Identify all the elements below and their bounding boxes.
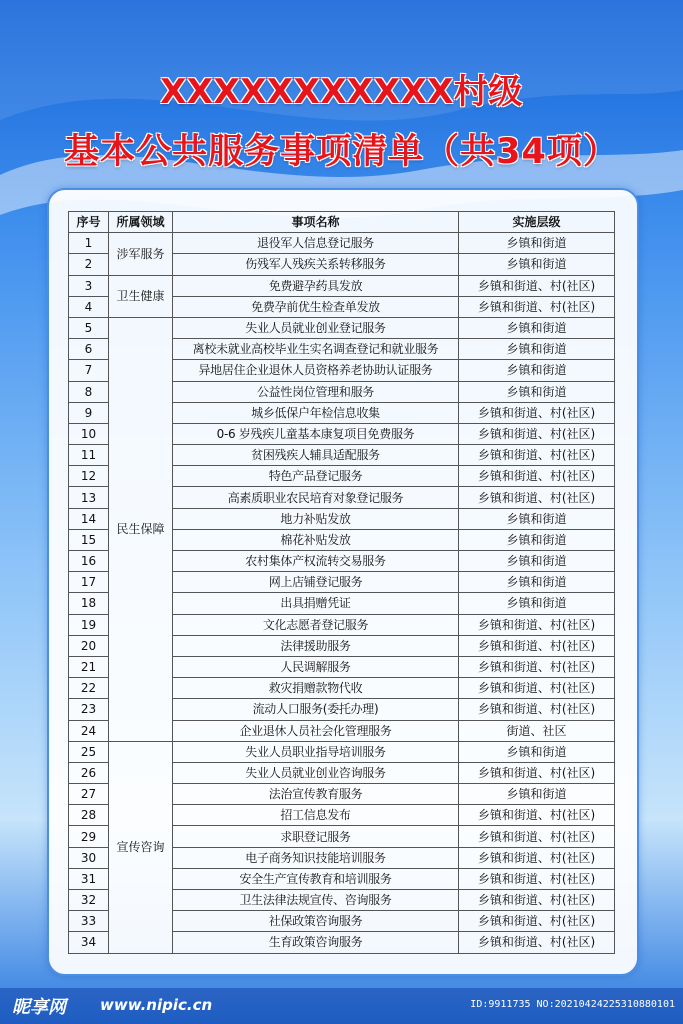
service-name: 卫生法律法规宣传、咨询服务 <box>173 890 459 911</box>
title-line-2: 基本公共服务事项清单（共34项） <box>64 132 619 172</box>
service-name: 离校未就业高校毕业生实名调查登记和就业服务 <box>173 339 459 360</box>
service-name: 特色产品登记服务 <box>173 466 459 487</box>
service-level: 乡镇和街道 <box>459 572 615 593</box>
service-name: 地力补贴发放 <box>173 508 459 529</box>
service-level: 乡镇和街道 <box>459 593 615 614</box>
service-level: 乡镇和街道、村(社区) <box>459 847 615 868</box>
service-name: 失业人员就业创业咨询服务 <box>173 762 459 783</box>
service-level: 乡镇和街道 <box>459 508 615 529</box>
service-name: 安全生产宣传教育和培训服务 <box>173 868 459 889</box>
service-level: 乡镇和街道、村(社区) <box>459 826 615 847</box>
service-name: 公益性岗位管理和服务 <box>173 381 459 402</box>
service-level: 乡镇和街道、村(社区) <box>459 614 615 635</box>
service-name: 生育政策咨询服务 <box>173 932 459 953</box>
service-name: 棉花补贴发放 <box>173 529 459 550</box>
service-name: 异地居住企业退休人员资格养老协助认证服务 <box>173 360 459 381</box>
service-level: 乡镇和街道、村(社区) <box>459 445 615 466</box>
service-name: 法治宣传教育服务 <box>173 784 459 805</box>
service-list-table <box>68 211 615 954</box>
row-number: 11 <box>69 445 109 466</box>
row-number: 10 <box>69 423 109 444</box>
row-number: 31 <box>69 868 109 889</box>
header-name: 事项名称 <box>173 212 459 233</box>
row-number: 20 <box>69 635 109 656</box>
service-level: 乡镇和街道、村(社区) <box>459 805 615 826</box>
row-number: 15 <box>69 529 109 550</box>
row-number: 2 <box>69 254 109 275</box>
service-level: 乡镇和街道 <box>459 529 615 550</box>
service-level: 乡镇和街道 <box>459 551 615 572</box>
service-level: 乡镇和街道、村(社区) <box>459 868 615 889</box>
service-name: 退役军人信息登记服务 <box>173 233 459 254</box>
row-number: 34 <box>69 932 109 953</box>
header-domain: 所属领域 <box>109 212 173 233</box>
service-level: 乡镇和街道、村(社区) <box>459 635 615 656</box>
service-name: 伤残军人残疾关系转移服务 <box>173 254 459 275</box>
service-level: 乡镇和街道 <box>459 317 615 338</box>
service-level: 乡镇和街道、村(社区) <box>459 656 615 677</box>
service-level: 乡镇和街道 <box>459 741 615 762</box>
domain-cell: 涉军服务 <box>109 233 173 275</box>
service-name: 高素质职业农民培育对象登记服务 <box>173 487 459 508</box>
row-number: 18 <box>69 593 109 614</box>
row-number: 1 <box>69 233 109 254</box>
domain-cell: 卫生健康 <box>109 275 173 317</box>
row-number: 32 <box>69 890 109 911</box>
service-name: 出具捐赠凭证 <box>173 593 459 614</box>
row-number: 16 <box>69 551 109 572</box>
service-name: 流动人口服务(委托办理) <box>173 699 459 720</box>
service-level: 乡镇和街道、村(社区) <box>459 911 615 932</box>
row-number: 25 <box>69 741 109 762</box>
row-number: 9 <box>69 402 109 423</box>
service-name: 求职登记服务 <box>173 826 459 847</box>
service-level: 乡镇和街道 <box>459 360 615 381</box>
row-number: 17 <box>69 572 109 593</box>
service-name: 失业人员职业指导培训服务 <box>173 741 459 762</box>
header-no: 序号 <box>69 212 109 233</box>
watermark-logo: 昵享网 <box>12 997 66 1018</box>
row-number: 13 <box>69 487 109 508</box>
row-number: 27 <box>69 784 109 805</box>
table-row <box>69 741 615 762</box>
row-number: 14 <box>69 508 109 529</box>
domain-cell: 宣传咨询 <box>109 741 173 953</box>
row-number: 21 <box>69 656 109 677</box>
row-number: 22 <box>69 678 109 699</box>
service-name: 农村集体产权流转交易服务 <box>173 551 459 572</box>
row-number: 30 <box>69 847 109 868</box>
service-name: 招工信息发布 <box>173 805 459 826</box>
service-name: 企业退休人员社会化管理服务 <box>173 720 459 741</box>
service-level: 乡镇和街道 <box>459 784 615 805</box>
service-level: 乡镇和街道、村(社区) <box>459 466 615 487</box>
row-number: 23 <box>69 699 109 720</box>
row-number: 8 <box>69 381 109 402</box>
table-row <box>69 317 615 338</box>
service-level: 乡镇和街道、村(社区) <box>459 402 615 423</box>
service-level: 乡镇和街道、村(社区) <box>459 932 615 953</box>
service-name: 网上店铺登记服务 <box>173 572 459 593</box>
service-name: 社保政策咨询服务 <box>173 911 459 932</box>
row-number: 4 <box>69 296 109 317</box>
service-level: 乡镇和街道、村(社区) <box>459 487 615 508</box>
service-name: 贫困残疾人辅具适配服务 <box>173 445 459 466</box>
row-number: 29 <box>69 826 109 847</box>
service-level: 乡镇和街道 <box>459 381 615 402</box>
row-number: 24 <box>69 720 109 741</box>
row-number: 19 <box>69 614 109 635</box>
watermark-url: www.nipic.cn <box>100 996 213 1014</box>
service-name: 法律援助服务 <box>173 635 459 656</box>
table-row <box>69 275 615 296</box>
service-level: 乡镇和街道、村(社区) <box>459 423 615 444</box>
row-number: 26 <box>69 762 109 783</box>
service-level: 乡镇和街道、村(社区) <box>459 762 615 783</box>
service-level: 乡镇和街道 <box>459 339 615 360</box>
service-level: 乡镇和街道、村(社区) <box>459 275 615 296</box>
row-number: 7 <box>69 360 109 381</box>
service-level: 乡镇和街道、村(社区) <box>459 678 615 699</box>
service-name: 人民调解服务 <box>173 656 459 677</box>
service-name: 文化志愿者登记服务 <box>173 614 459 635</box>
service-name: 电子商务知识技能培训服务 <box>173 847 459 868</box>
service-level: 乡镇和街道、村(社区) <box>459 296 615 317</box>
table-row <box>69 233 615 254</box>
table-header-row <box>69 212 615 233</box>
watermark-id: ID:9911735 NO:20210424225310880101 <box>470 999 675 1010</box>
service-level: 乡镇和街道 <box>459 254 615 275</box>
row-number: 6 <box>69 339 109 360</box>
row-number: 28 <box>69 805 109 826</box>
service-name: 城乡低保户年检信息收集 <box>173 402 459 423</box>
row-number: 3 <box>69 275 109 296</box>
service-level: 街道、社区 <box>459 720 615 741</box>
service-level: 乡镇和街道、村(社区) <box>459 699 615 720</box>
service-name: 失业人员就业创业登记服务 <box>173 317 459 338</box>
header-level: 实施层级 <box>459 212 615 233</box>
row-number: 33 <box>69 911 109 932</box>
service-name: 免费孕前优生检查单发放 <box>173 296 459 317</box>
title-line-1: XXXXXXXXXXX村级 <box>160 72 523 112</box>
service-name: 0-6 岁残疾儿童基本康复项目免费服务 <box>173 423 459 444</box>
row-number: 5 <box>69 317 109 338</box>
service-level: 乡镇和街道 <box>459 233 615 254</box>
service-level: 乡镇和街道、村(社区) <box>459 890 615 911</box>
row-number: 12 <box>69 466 109 487</box>
service-name: 免费避孕药具发放 <box>173 275 459 296</box>
service-name: 救灾捐赠款物代收 <box>173 678 459 699</box>
domain-cell: 民生保障 <box>109 317 173 741</box>
